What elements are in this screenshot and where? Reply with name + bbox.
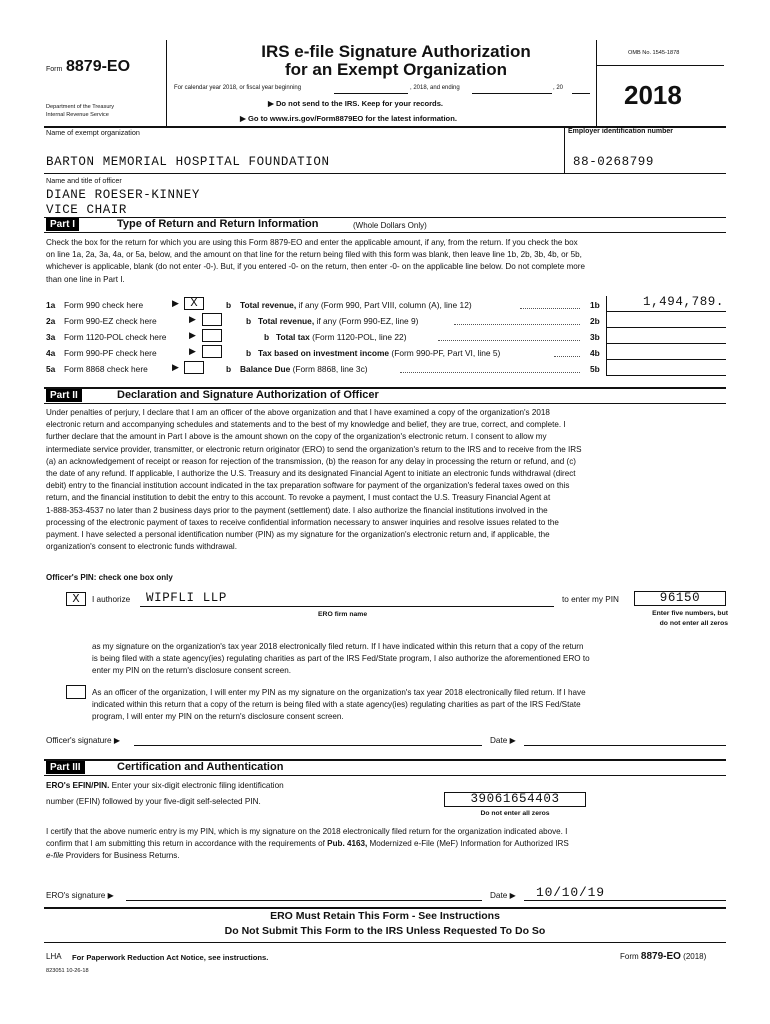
line-3a-arrow-icon: ▶ bbox=[189, 330, 196, 340]
ero-signature-label: ERO's signature ▶ bbox=[46, 891, 114, 900]
amount-column-divider bbox=[606, 296, 607, 376]
line-3b-underline bbox=[606, 343, 726, 344]
line-1a-arrow-icon: ▶ bbox=[172, 298, 179, 308]
ero-firm-underline bbox=[140, 606, 554, 607]
form-number: 8879-EO bbox=[66, 58, 131, 75]
certification-text: I certify that the above numeric entry is my PIN, which is my signature on the 2018 electronically filed return for the organization indicated above. I confirm that I am submitting this return in accordance with the requirements of Pub. 4163, Modernized e-File (MeF) Information for Authorized IRS e-file Providers for Business Returns. bbox=[46, 827, 569, 861]
do-not-send-notice: ▶ Do not send to the IRS. Keep for your records. bbox=[268, 99, 444, 108]
tax-year: 2018 bbox=[624, 80, 682, 110]
part1-header-rule bbox=[44, 232, 726, 233]
line-2b-leader bbox=[454, 324, 580, 325]
officer-name-label: Name and title of officer bbox=[46, 176, 122, 185]
line-5b-ref: 5b bbox=[590, 364, 600, 374]
header-divider-left bbox=[166, 40, 167, 126]
opt2-line: indicated within this return that a copy of the return is being filed with a state agency(ies) regulating charities as part of the IRS Fed/State bbox=[92, 700, 581, 710]
officer-signature-line[interactable] bbox=[134, 745, 482, 746]
total-revenue-990-value[interactable]: 1,494,789. bbox=[642, 295, 724, 309]
line-4a-num: 4a bbox=[46, 348, 56, 358]
fiscal-end-line bbox=[472, 93, 552, 94]
ero-retain-notice: ERO Must Retain This Form - See Instructions bbox=[270, 910, 500, 922]
org-name-label: Name of exempt organization bbox=[46, 128, 140, 137]
footer-rule bbox=[44, 942, 726, 943]
line-3b-leader bbox=[438, 340, 580, 341]
i-authorize-text: I authorize bbox=[92, 595, 131, 604]
p2para-line: further declare that the amount in Part I above is the amount shown on the copy of the organization's electronic return. I consent to allow my bbox=[46, 432, 547, 442]
line-2a-text: Form 990-EZ check here bbox=[64, 316, 157, 326]
part1-subtitle: (Whole Dollars Only) bbox=[353, 221, 427, 230]
p2para-line: return, and the financial institution to debit the entry to this account. To revoke a payment, I must contact the U.S. Treasury Financial Agent at bbox=[46, 493, 551, 503]
p2para-line: processing of the electronic payment of taxes to receive confidential information necessary to answer inquiries and resolve issues related to the bbox=[46, 517, 559, 527]
line-4b-underline bbox=[606, 359, 726, 360]
title-line-2: for an Exempt Organization bbox=[285, 60, 507, 79]
line-5a-num: 5a bbox=[46, 364, 56, 374]
title-line-1: IRS e-file Signature Authorization bbox=[261, 42, 531, 61]
form-8868-checkbox[interactable] bbox=[184, 361, 204, 374]
comma-20-text: , 20 bbox=[553, 85, 564, 91]
calendar-year-text: For calendar year 2018, or fiscal year beginning bbox=[174, 85, 302, 91]
officer-pin-field[interactable]: 96150 bbox=[634, 591, 726, 606]
line-5b-letter: b bbox=[226, 364, 232, 374]
lha-label: LHA bbox=[46, 952, 62, 961]
line-3b-desc: Total tax (Form 1120-POL, line 22) bbox=[276, 332, 407, 342]
ero-date-value[interactable]: 10/10/19 bbox=[536, 885, 605, 900]
line-5b-underline bbox=[606, 375, 726, 376]
line-2b-underline bbox=[606, 327, 726, 328]
p2para-line: intermediate service provider, transmitter, or electronic return originator (ERO) to send the organization's return to the IRS and to receive from the IRS bbox=[46, 444, 582, 454]
line-1b-underline bbox=[606, 311, 726, 312]
irs-label: Internal Revenue Service bbox=[46, 112, 109, 118]
p2para-line: (a) an acknowledgement of receipt or reason for rejection of the transmission, (b) the reason for any delay in processing the return or refund, and (c) bbox=[46, 456, 576, 466]
line-5b-desc: Balance Due (Form 8868, line 3c) bbox=[240, 364, 368, 374]
officer-title: VICE CHAIR bbox=[46, 203, 128, 217]
officer-date-line[interactable] bbox=[524, 745, 726, 746]
part1-label: Part I bbox=[46, 218, 79, 231]
line-4b-letter: b bbox=[246, 348, 252, 358]
ero-firm-label: ERO firm name bbox=[318, 611, 368, 618]
line-5a-text: Form 8868 check here bbox=[64, 364, 148, 374]
line-2a-arrow-icon: ▶ bbox=[189, 314, 196, 324]
ero-firm-name[interactable]: WIPFLI LLP bbox=[146, 591, 228, 605]
ero-efin-pin-field[interactable]: 39061654403 bbox=[444, 792, 586, 807]
line-1a-text: Form 990 check here bbox=[64, 300, 144, 310]
ero-date-line bbox=[524, 900, 726, 901]
line-2b-ref: 2b bbox=[590, 316, 600, 326]
form-990-checkbox[interactable]: X bbox=[184, 297, 204, 310]
line-4b-desc: Tax based on investment income (Form 990-PF, Part VI, line 5) bbox=[258, 348, 501, 358]
opt1-line: as my signature on the organization's tax year 2018 electronically filed return. If I have indicated within this return that a copy of the return bbox=[92, 642, 584, 651]
part3-label: Part III bbox=[46, 761, 85, 774]
line-3a-text: Form 1120-POL check here bbox=[64, 332, 167, 342]
efin-instruction-2: number (EFIN) followed by your five-digit self-selected PIN. bbox=[46, 797, 261, 806]
fiscal-year-line bbox=[572, 93, 590, 94]
p2para-line: debit) entry to the financial institution account indicated in the tax preparation software for payment of the organization's federal taxes owed on this bbox=[46, 481, 570, 491]
line-2b-desc: Total revenue, if any (Form 990-EZ, line 9) bbox=[258, 316, 419, 326]
line-4b-leader bbox=[554, 356, 580, 357]
ein-divider bbox=[564, 127, 565, 173]
do-not-submit-notice: Do Not Submit This Form to the IRS Unless Requested To Do So bbox=[224, 925, 546, 937]
part1-title: Type of Return and Return Information bbox=[117, 218, 319, 230]
form-title bbox=[166, 43, 626, 79]
p2para-line: organization's consent to electronic funds withdrawal. bbox=[46, 542, 237, 552]
org-name: BARTON MEMORIAL HOSPITAL FOUNDATION bbox=[46, 155, 330, 169]
line-3b-ref: 3b bbox=[590, 332, 600, 342]
opt2-line: program, I will enter my PIN on the return's disclosure consent screen. bbox=[92, 712, 344, 722]
line-4a-arrow-icon: ▶ bbox=[189, 346, 196, 356]
opt2-line: As an officer of the organization, I will enter my PIN as my signature on the organization's tax year 2018 electronically filed return. If I have bbox=[92, 688, 586, 697]
ero-authorize-checkbox[interactable]: X bbox=[66, 592, 86, 606]
opt1-line: enter my PIN on the return's disclosure consent screen. bbox=[92, 666, 292, 676]
ein-value: 88-0268799 bbox=[573, 155, 655, 169]
footer-form-id: Form 8879-EO (2018) bbox=[620, 951, 707, 962]
line-5b-leader bbox=[400, 372, 580, 373]
officer-enter-pin-checkbox[interactable] bbox=[66, 685, 86, 699]
part2-title: Declaration and Signature Authorization of Officer bbox=[117, 389, 379, 401]
pin-instructions: Enter five numbers, but do not enter all zeros bbox=[652, 610, 728, 627]
footer-top-rule bbox=[44, 907, 726, 909]
p2para-line: Under penalties of perjury, I declare that I am an officer of the above organization and that I have examined a copy of the organization's 2018 bbox=[46, 408, 550, 417]
line-1b-ref: 1b bbox=[590, 300, 600, 310]
header-divider-right bbox=[596, 40, 597, 126]
form-1120pol-checkbox[interactable] bbox=[202, 329, 222, 342]
officer-date-label: Date ▶ bbox=[490, 736, 516, 745]
part2-header-rule bbox=[44, 403, 726, 404]
line-1a-num: 1a bbox=[46, 300, 56, 310]
declaration-text bbox=[46, 407, 726, 553]
line-1b-letter: b bbox=[226, 300, 232, 310]
and-ending-text: , 2018, and ending bbox=[410, 85, 460, 91]
p2para-line: 1-888-353-4537 no later than 2 business days prior to the payment (settlement) date. I also authorize the financial institutions involved in the bbox=[46, 505, 548, 515]
form-990ez-checkbox[interactable] bbox=[202, 313, 222, 326]
opt1-line: is being filed with a state agency(ies) regulating charities as part of the IRS Fed/State program, I also authorize the aforementioned ERO to bbox=[92, 654, 590, 664]
line-1b-leader bbox=[520, 308, 580, 309]
option2-text bbox=[92, 687, 726, 724]
dept-treasury: Department of the Treasury bbox=[46, 104, 115, 110]
to-enter-pin-text: to enter my PIN bbox=[562, 595, 619, 604]
line-3a-num: 3a bbox=[46, 332, 56, 342]
officer-pin-heading: Officer's PIN: check one box only bbox=[46, 573, 173, 582]
irs-url-notice: ▶ Go to www.irs.gov/Form8879EO for the latest information. bbox=[240, 114, 457, 123]
efin-instruction-1: ERO's EFIN/PIN. Enter your six-digit electronic filing identification bbox=[46, 781, 284, 790]
line-4b-ref: 4b bbox=[590, 348, 600, 358]
line-3b-letter: b bbox=[264, 332, 270, 342]
line-5a-arrow-icon: ▶ bbox=[172, 362, 179, 372]
p2para-line: electronic return and accompanying schedules and statements and to the best of my knowledge and belief, they are true, correct, and complete. I bbox=[46, 420, 566, 430]
catalog-code: 823051 10-26-18 bbox=[46, 968, 89, 974]
officer-signature-label: Officer's signature ▶ bbox=[46, 736, 121, 745]
efin-note: Do not enter all zeros bbox=[480, 810, 550, 817]
line-2b-letter: b bbox=[246, 316, 252, 326]
part2-label: Part II bbox=[46, 389, 82, 402]
org-name-rule bbox=[44, 173, 726, 174]
omb-number: OMB No. 1545-1878 bbox=[628, 50, 680, 56]
line-1b-desc: Total revenue, if any (Form 990, Part VIII, column (A), line 12) bbox=[240, 300, 472, 310]
p2para-line: the date of any refund. If applicable, I authorize the U.S. Treasury and its designated Financial Agent to initiate an electronic funds withdrawal (direct bbox=[46, 469, 576, 479]
ero-signature-line[interactable] bbox=[126, 900, 482, 901]
p2para-line: payment. I have selected a personal identification number (PIN) as my signature for the organization's electronic return and, if applicable, the bbox=[46, 530, 550, 540]
form-990pf-checkbox[interactable] bbox=[202, 345, 222, 358]
form-label: Form bbox=[46, 66, 63, 73]
officer-name: DIANE ROESER-KINNEY bbox=[46, 188, 200, 202]
ein-label: Employer identification number bbox=[568, 128, 674, 135]
line-2a-num: 2a bbox=[46, 316, 56, 326]
line-4a-text: Form 990-PF check here bbox=[64, 348, 157, 358]
part3-title: Certification and Authentication bbox=[117, 761, 284, 773]
ero-date-label: Date ▶ bbox=[490, 891, 516, 900]
paperwork-notice: For Paperwork Reduction Act Notice, see instructions. bbox=[72, 953, 269, 962]
part1-instructions: Check the box for the return for which you are using this Form 8879-EO and enter the applicable amount, if any, from the return. If you check the box on line 1a, 2a, 3a, 4a, or 5a, below, and the amount on that line for the return being filed with this form was blank, then leave line 1b, 2b, 3b, 4b, or 5b, whichever is applicable, blank (do not enter -0-). But, if you entered -0- on the return, then enter -0- on the applicable line below. Do not complete more than one line in Part I. bbox=[46, 238, 585, 284]
fiscal-begin-line bbox=[334, 93, 408, 94]
part3-header-rule bbox=[44, 775, 726, 776]
option1-text bbox=[92, 641, 726, 678]
omb-divider bbox=[596, 65, 724, 66]
